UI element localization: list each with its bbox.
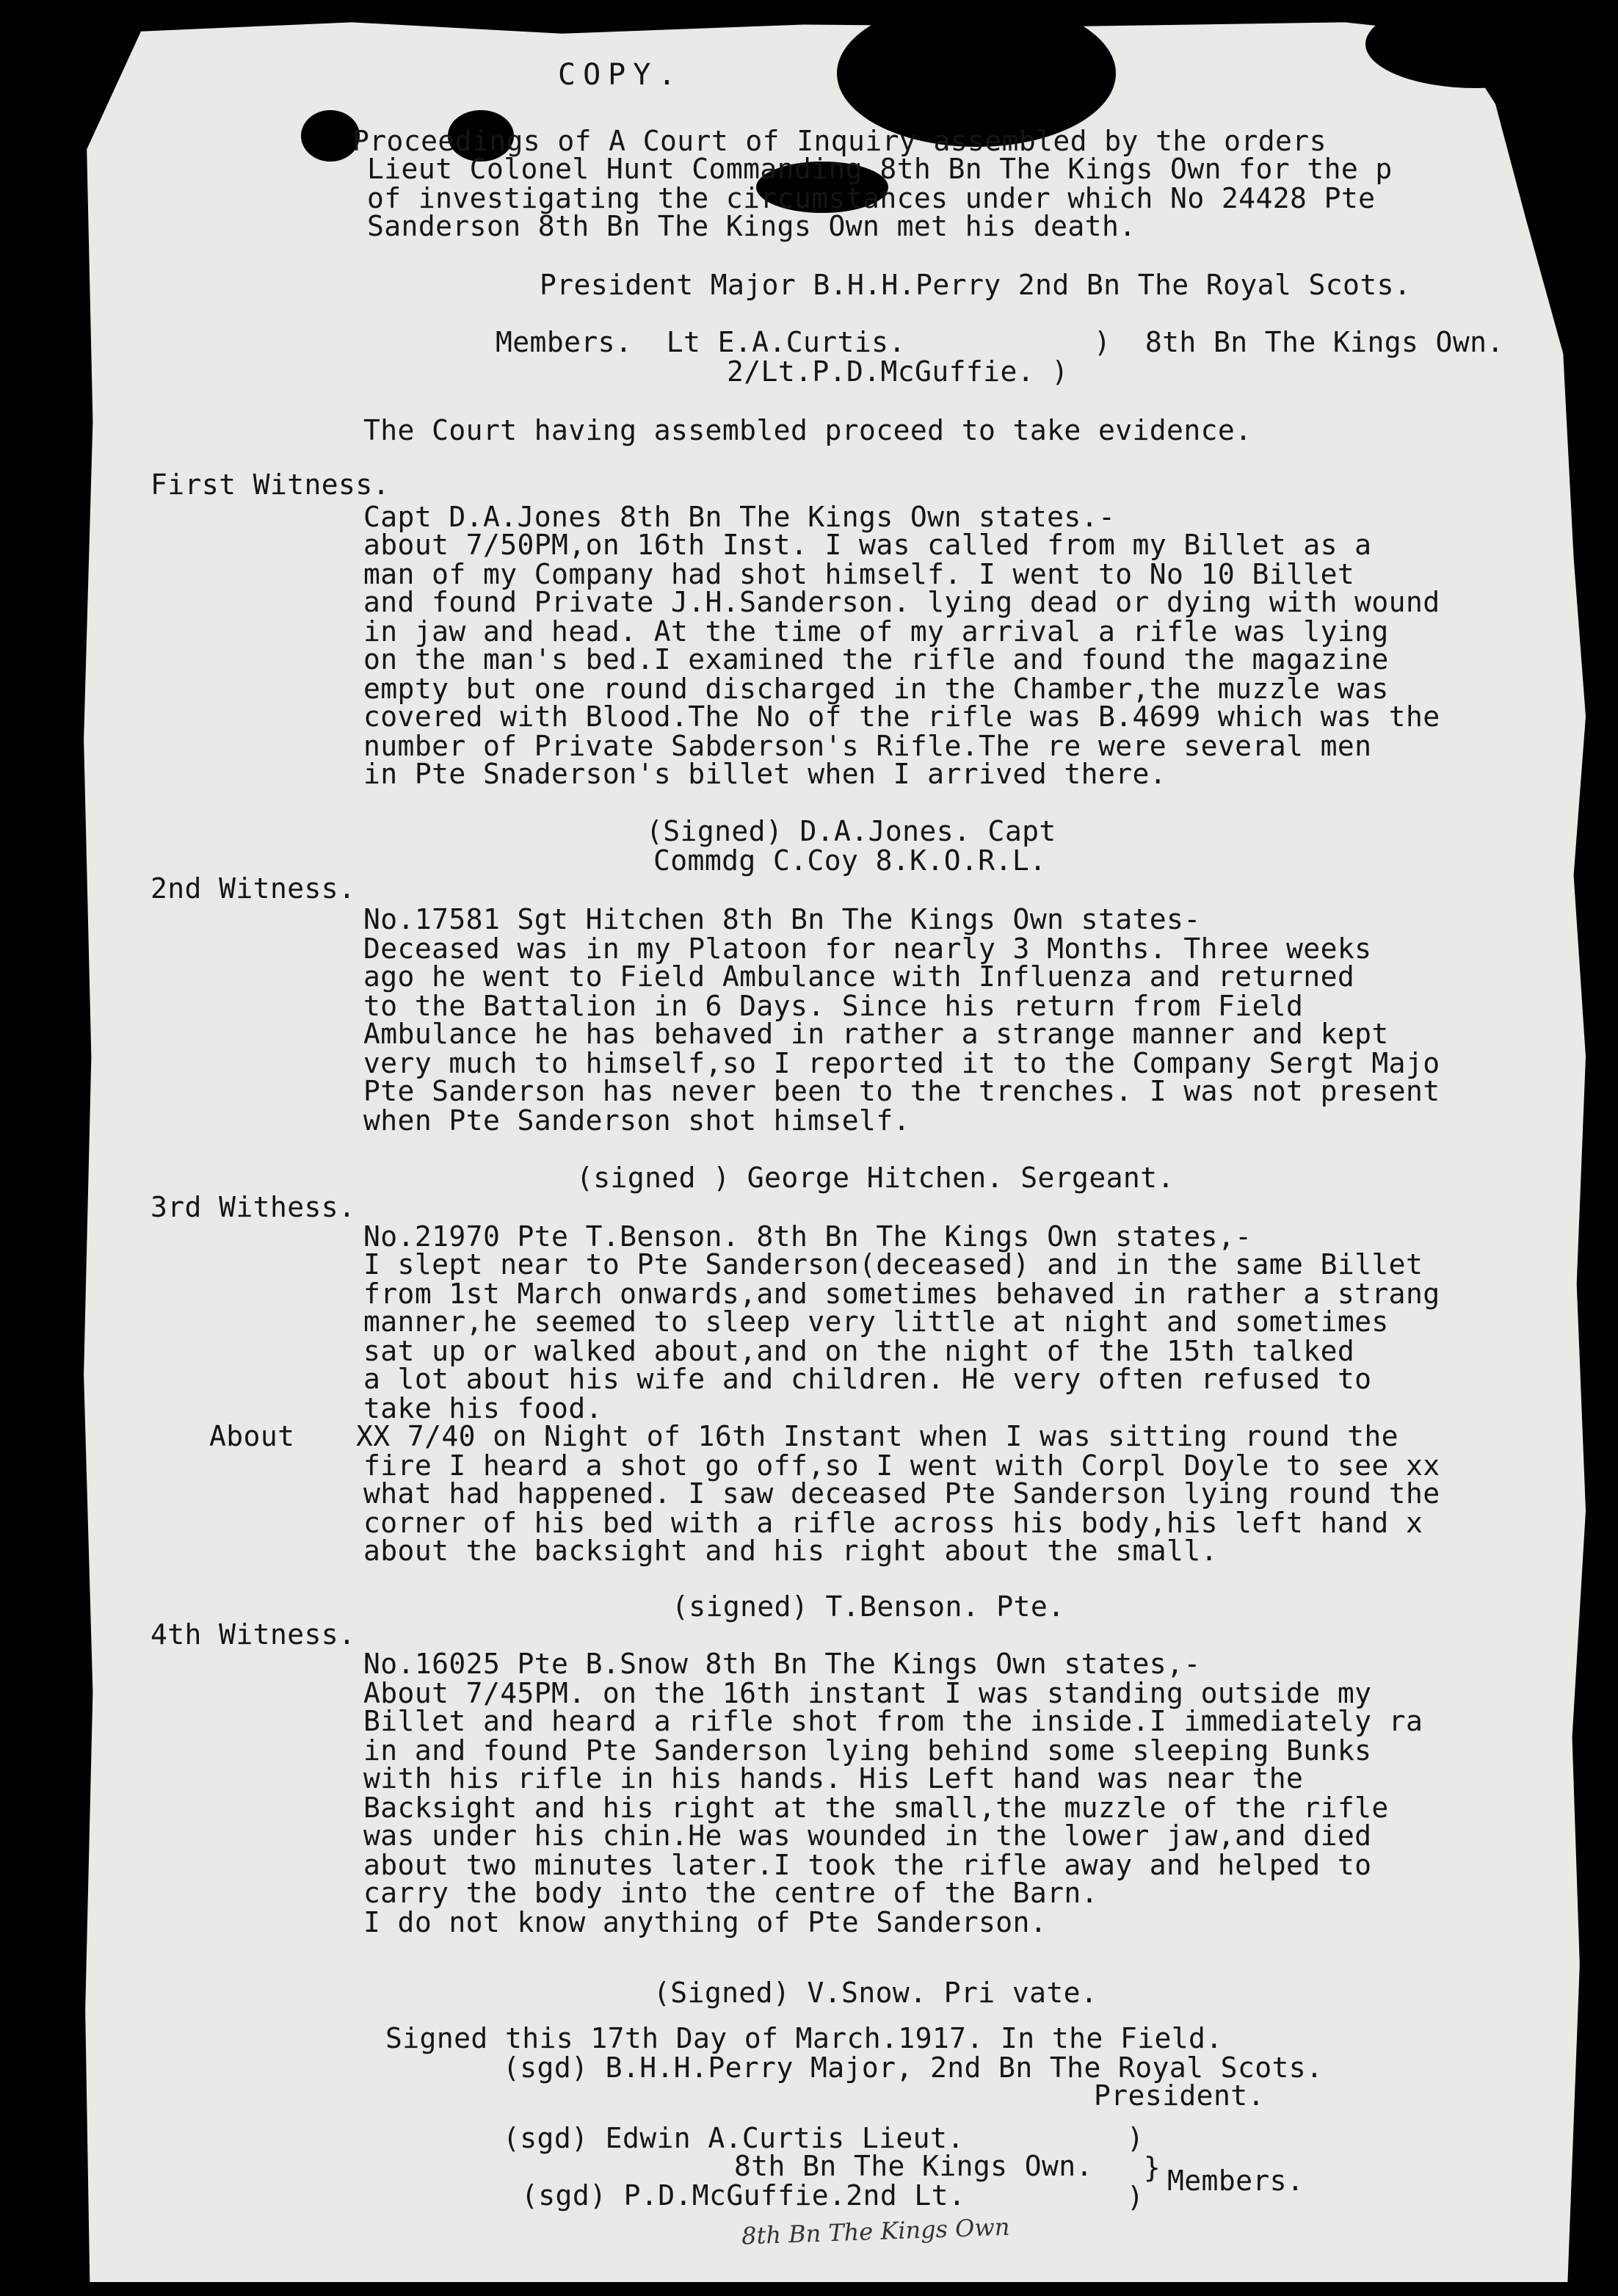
witness-4-line: I do not know anything of Pte Sanderson.	[363, 1906, 1048, 1938]
witness-2-line: ago he went to Field Ambulance with Influenza and returned	[363, 960, 1355, 993]
witness-3-line: about the backsight and his right about the small.	[363, 1535, 1218, 1567]
witness-2-line: Deceased was in my Platoon for nearly 3 Months. Three weeks	[363, 932, 1372, 965]
assembled-line: The Court having assembled proceed to take evidence.	[363, 414, 1252, 446]
witness-3-line: I slept near to Pte Sanderson(deceased) and in the same Billet	[363, 1248, 1423, 1281]
witness-1-line: about 7/50PM,on 16th Inst. I was called from my Billet as a	[363, 529, 1372, 561]
members-brace: ) } )	[1127, 2122, 1161, 2213]
members-line-2: 2/Lt.P.D.McGuffie. )	[727, 355, 1069, 388]
intro-line-1: Proceedings of A Court of Inquiry assembled by the orders	[352, 125, 1327, 157]
witness-4-signature: (Signed) V.Snow. Pri vate.	[653, 1977, 1098, 2009]
intro-line-3: of investigating the circumstances under which No 24428 Pte	[367, 182, 1376, 214]
closing-member-2: (sgd) P.D.McGuffie.2nd Lt.	[521, 2179, 966, 2212]
closing-members-label: Members.	[1167, 2165, 1305, 2197]
copy-heading: COPY.	[558, 58, 683, 92]
witness-2-signature: (signed ) George Hitchen. Sergeant.	[576, 1162, 1175, 1194]
witness-4-heading: 4th Witness.	[150, 1618, 356, 1651]
witness-4-line: About 7/45PM. on the 16th instant I was standing outside my	[363, 1677, 1372, 1709]
witness-2-line: No.17581 Sgt Hitchen 8th Bn The Kings Own states-	[363, 903, 1201, 935]
witness-3-line: take his food.	[363, 1392, 603, 1424]
witness-4-line: carry the body into the centre of the Barn.	[363, 1877, 1098, 1909]
witness-1-signature: Commdg C.Coy 8.K.O.R.L.	[653, 844, 1047, 877]
witness-4-line: No.16025 Pte B.Snow 8th Bn The Kings Own states,-	[363, 1648, 1201, 1680]
witness-1-line: and found Private J.H.Sanderson. lying dead or dying with wound	[363, 586, 1440, 618]
witness-2-line: when Pte Sanderson shot himself.	[363, 1104, 910, 1137]
witness-3-line: sat up or walked about,and on the night of the 15th talked	[363, 1335, 1355, 1367]
witness-1-line: covered with Blood.The No of the rifle was B.4699 which was the	[363, 700, 1440, 733]
witness-4-line: was under his chin.He was wounded in the lower jaw,and died	[363, 1819, 1372, 1852]
intro-line-2: Lieut Colonel Hunt Commanding 8th Bn The Kings Own for the p	[367, 153, 1393, 185]
witness-1-line: in Pte Snaderson's billet when I arrived there.	[363, 758, 1167, 790]
witness-4-line: about two minutes later.I took the rifle away and helped to	[363, 1849, 1372, 1881]
witness-1-line: empty but one round discharged in the Chamber,the muzzle was	[363, 673, 1389, 705]
witness-1-signature: (Signed) D.A.Jones. Capt	[646, 815, 1056, 847]
witness-3-line: XX 7/40 on Night of 16th Instant when I was sitting round the	[356, 1420, 1398, 1452]
closing-member-1-unit: 8th Bn The Kings Own.	[734, 2150, 1093, 2182]
witness-1-line: number of Private Sabderson's Rifle.The re were several men	[363, 730, 1372, 762]
witness-2-heading: 2nd Witness.	[150, 872, 356, 905]
president-line: President Major B.H.H.Perry 2nd Bn The Royal Scots.	[540, 269, 1412, 301]
witness-2-line: to the Battalion in 6 Days. Since his return from Field	[363, 990, 1304, 1022]
handwritten-unit-note: 8th Bn The Kings Own	[741, 2212, 1010, 2250]
witness-3-line: a lot about his wife and children. He very often refused to	[363, 1363, 1372, 1395]
witness-1-line: on the man's bed.I examined the rifle and found the magazine	[363, 643, 1389, 676]
witness-1-heading: First Witness.	[150, 468, 390, 501]
witness-3-signature: (signed) T.Benson. Pte.	[672, 1590, 1065, 1623]
closing-member-1: (sgd) Edwin A.Curtis Lieut.	[503, 2122, 965, 2154]
witness-3-line: manner,he seemed to sleep very little at night and sometimes	[363, 1305, 1389, 1338]
witness-3-heading: 3rd Withess.	[150, 1191, 356, 1223]
closing-signed-line: Signed this 17th Day of March.1917. In the Field.	[385, 2022, 1223, 2054]
witness-3-line: what had happened. I saw deceased Pte Sanderson lying round the	[363, 1477, 1440, 1510]
witness-4-line: Backsight and his right at the small,the muzzle of the rifle	[363, 1792, 1389, 1824]
witness-3-about: About	[209, 1420, 295, 1452]
witness-2-line: Pte Sanderson has never been to the trenches. I was not present	[363, 1075, 1440, 1107]
closing-president-line: (sgd) B.H.H.Perry Major, 2nd Bn The Royal Scots.	[503, 2051, 1324, 2084]
burn-mark	[301, 110, 360, 162]
witness-1-line: man of my Company had shot himself. I went to No 10 Billet	[363, 558, 1355, 590]
witness-3-line: fire I heard a shot go off,so I went with Corpl Doyle to see xx	[363, 1449, 1440, 1482]
witness-4-line: Billet and heard a rifle shot from the inside.I immediately ra	[363, 1705, 1423, 1737]
closing-president-label: President.	[1094, 2079, 1265, 2112]
witness-3-line: No.21970 Pte T.Benson. 8th Bn The Kings Own states,-	[363, 1220, 1252, 1253]
witness-2-line: Ambulance he has behaved in rather a strange manner and kept	[363, 1018, 1389, 1050]
witness-1-line: Capt D.A.Jones 8th Bn The Kings Own states.-	[363, 501, 1116, 533]
witness-2-line: very much to himself,so I reported it to the Company Sergt Majo	[363, 1047, 1440, 1079]
witness-3-line: from 1st March onwards,and sometimes behaved in rather a strang	[363, 1278, 1440, 1310]
members-line-1: Members. Lt E.A.Curtis.	[496, 326, 906, 358]
witness-4-line: with his rifle in his hands. His Left hand was near the	[363, 1762, 1304, 1795]
witness-4-line: in and found Pte Sanderson lying behind some sleeping Bunks	[363, 1734, 1372, 1767]
witness-3-line: corner of his bed with a rifle across his body,his left hand x	[363, 1507, 1423, 1539]
burn-mark	[1365, 0, 1586, 88]
members-unit: ) 8th Bn The Kings Own.	[1094, 326, 1504, 358]
witness-1-line: in jaw and head. At the time of my arrival a rifle was lying	[363, 615, 1389, 648]
intro-line-4: Sanderson 8th Bn The Kings Own met his death.	[367, 210, 1136, 242]
